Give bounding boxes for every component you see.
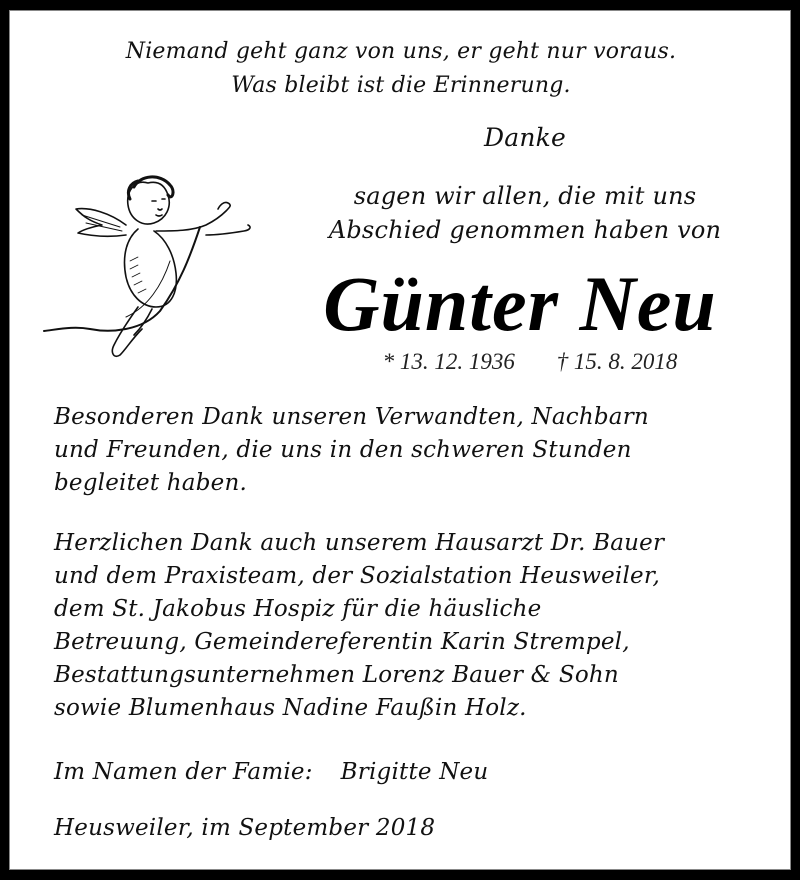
thanks-paragraph-1 — [54, 401, 774, 500]
text-line: Besonderen Dank unseren Verwandten, Nachbarn — [54, 404, 649, 430]
quote-line: Niemand geht ganz von uns, er geht nur voraus. — [125, 39, 677, 64]
text-line: begleitet haben. — [54, 470, 247, 496]
intro-line: sagen wir allen, die mit uns — [353, 182, 697, 210]
signature-label: Im Namen der Famie: — [54, 759, 313, 785]
text-line: Bestattungsunternehmen Lorenz Bauer & Sohn — [54, 662, 619, 688]
memorial-quote — [10, 35, 792, 103]
death-date: † 15. 8. 2018 — [556, 349, 678, 374]
obituary-notice — [9, 10, 791, 870]
deceased-name: Günter Neu — [323, 260, 717, 347]
text-line: sowie Blumenhaus Nadine Faußin Holz. — [54, 695, 527, 721]
quote-line: Was bleibt ist die Erinnerung. — [231, 73, 571, 98]
intro-text — [290, 179, 760, 247]
heading-danke: Danke — [484, 123, 566, 152]
life-dates — [290, 349, 770, 375]
birth-date: * 13. 12. 1936 — [382, 349, 515, 374]
text-line: und dem Praxisteam, der Sozialstation Heusweiler, — [54, 563, 661, 589]
angel-icon — [30, 161, 270, 371]
text-line: Betreuung, Gemeindereferentin Karin Strempel, — [54, 629, 630, 655]
text-line: dem St. Jakobus Hospiz für die häusliche — [54, 596, 542, 622]
signature-name: Brigitte Neu — [340, 759, 489, 785]
family-signature — [54, 759, 488, 785]
thanks-paragraph-2 — [54, 527, 774, 725]
intro-line: Abschied genommen haben von — [328, 216, 722, 244]
place-date: Heusweiler, im September 2018 — [54, 815, 436, 841]
text-line: und Freunden, die uns in den schweren Stunden — [54, 437, 632, 463]
text-line: Herzlichen Dank auch unserem Hausarzt Dr. Bauer — [54, 530, 665, 556]
